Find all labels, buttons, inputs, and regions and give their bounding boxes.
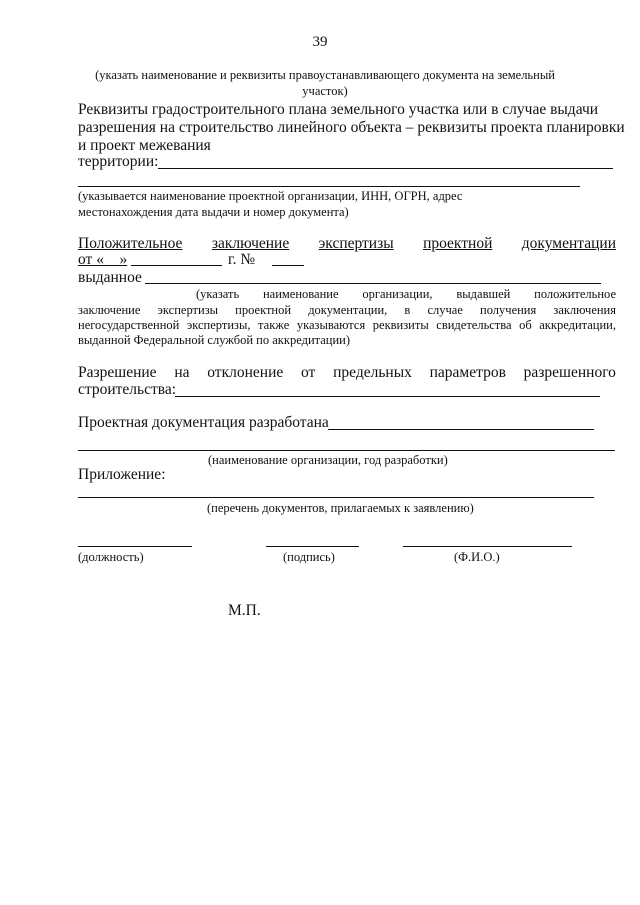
developed-extra-field[interactable] [78,450,615,451]
expertise-word: Положительное [78,235,183,252]
signature-field[interactable] [266,546,359,547]
name-field[interactable] [403,546,572,547]
expertise-word: проектной [423,235,493,252]
gpzu-line-3: и проект межевания [78,137,211,154]
gpzu-extra-field[interactable] [78,186,580,187]
position-caption: (должность) [78,550,144,564]
deviation-word: на [174,364,190,381]
title-document-note: (указать наименование и реквизиты правоустанавливающего документа на земельный участок) [95,68,555,98]
expertise-note-1: (указать наименование организации, выдавшей положительное [196,287,616,301]
gpzu-note-2: местонахождения дата выдачи и номер документа) [78,205,349,219]
expertise-number-field[interactable] [272,265,304,266]
expertise-note-4: выданной Федеральной службой по аккредитации) [78,333,351,347]
developed-note: (наименование организации, год разработки) [208,453,448,467]
deviation-word: параметров [429,364,506,381]
expertise-word: заключение [211,235,290,252]
appendix-field[interactable] [78,497,594,498]
deviation-word: предельных [333,364,412,381]
gpzu-territory-field[interactable] [158,168,613,169]
expertise-note-2: заключение экспертизы проектной документации, в случае получения заключения [78,303,616,317]
expertise-issued-label: выданное [78,269,142,286]
expertise-issued-field[interactable] [145,283,601,284]
deviation-field[interactable] [175,396,600,397]
position-field[interactable] [78,546,192,547]
gpzu-line-2: разрешения на строительство линейного объекта – реквизиты проекта планировки [78,119,625,136]
deviation-word: от [301,364,316,381]
expertise-number-label: г. № [228,251,256,268]
name-caption: (Ф.И.О.) [454,550,500,564]
expertise-note-3: негосударственной экспертизы, также указываются реквизиты свидетельства об аккредитации, [78,318,616,332]
developed-field[interactable] [328,429,594,430]
deviation-construction-label: строительства: [78,381,177,398]
signature-caption: (подпись) [283,550,335,564]
developed-label: Проектная документация разработана [78,414,329,431]
appendix-label: Приложение: [78,466,166,483]
stamp-label: М.П. [228,602,261,619]
expertise-word: документации [521,235,616,252]
gpzu-line-1: Реквизиты градостроительного плана земельного участка или в случае выдачи [78,101,599,118]
gpzu-territory-label: территории: [78,153,159,170]
deviation-word: разрешенного [523,364,616,381]
gpzu-note-1: (указывается наименование проектной организации, ИНН, ОГРН, адрес [78,189,463,203]
expertise-date-label: от «__» [78,251,128,268]
expertise-word: экспертизы [318,235,394,252]
expertise-heading [78,234,616,253]
deviation-word: отклонение [207,364,284,381]
expertise-date-field[interactable] [131,265,222,266]
appendix-note: (перечень документов, прилагаемых к заявлению) [207,501,474,515]
deviation-word: Разрешение [78,364,157,381]
page-number: 39 [312,34,328,50]
